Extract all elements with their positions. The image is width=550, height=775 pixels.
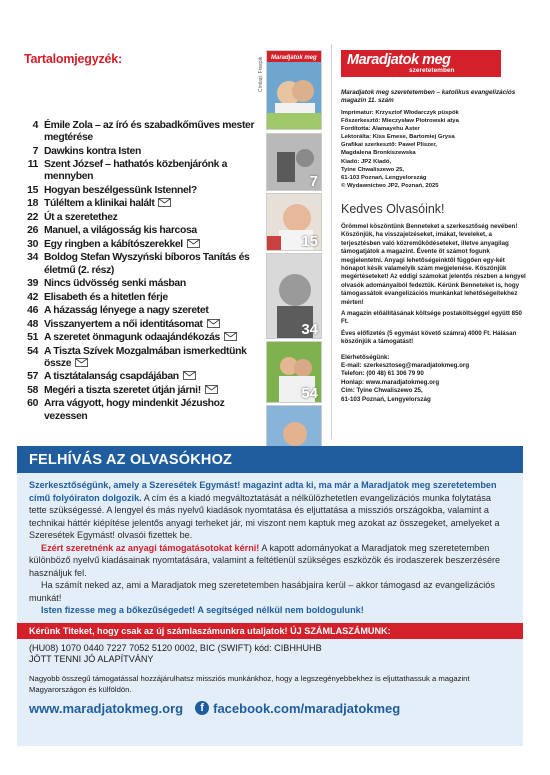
appeal-heading: FELHÍVÁS AZ OLVASÓKHOZ (17, 446, 523, 473)
toc-page-number: 51 (27, 332, 38, 344)
column-divider (331, 44, 332, 439)
toc-item[interactable] (24, 319, 264, 331)
toc-page-number: 46 (27, 305, 38, 317)
thumbnail-page-54[interactable] (266, 341, 322, 403)
svg-text:Maradjatok meg: Maradjatok meg (271, 55, 317, 61)
toc-page-number: 30 (27, 238, 38, 250)
toc-item-title: Hogyan beszélgessünk Istennel? (44, 184, 197, 196)
thumbnail-page-number: 15 (301, 233, 318, 250)
appeal-paragraph-3: Ha számít neked az, ami a Maradjatok meg szeretetemben hasábjaira kerül – akkor támogasd az evangelizációs munkát! (29, 580, 495, 603)
toc-item[interactable] (24, 332, 264, 344)
toc-item[interactable] (24, 225, 264, 237)
envelope-icon (183, 371, 196, 380)
contact-line: Honlap: www.maradjatokmeg.org (341, 378, 440, 386)
footer-links (17, 695, 523, 716)
contact-block (341, 354, 527, 404)
contact-line: 61-103 Poznań, Lengyelország (341, 395, 431, 403)
toc-item-title: Dawkins kontra Isten (44, 145, 141, 157)
toc-item-title: Visszanyertem a női identitásomat (44, 319, 264, 331)
toc-page-number: 39 (27, 278, 38, 290)
toc-item-title: A tisztátalanság csapdájában (44, 371, 264, 383)
toc-item-title: A házasság lényege a nagy szeretet (44, 305, 209, 317)
thumbnail-page-34[interactable] (266, 253, 322, 339)
subscription-text: Éves előfizetés (5 egymást követő számra) 4000 Ft. Hálásan köszönjük a támogatást! (341, 329, 517, 346)
envelope-icon (75, 358, 88, 367)
account-bar: Kérünk Titeket, hogy csak az új számlaszámunkra utaljatok! ÚJ SZÁMLASZÁMUNK: (17, 623, 523, 639)
facebook-icon: f (195, 701, 209, 715)
toc-item-title: Émile Zola – az író és szabadkőműves mester megtérése (44, 120, 255, 144)
thumbnail-page-7[interactable] (266, 133, 322, 191)
imprint-line: © Wydawnictwo JP2, Poznań, 2025 (341, 182, 439, 189)
toc-item-title: Szent József – hathatós közbenjárónk a mennyben (44, 159, 228, 183)
toc-page-number: 11 (27, 159, 38, 171)
imprint-line: Lektorálta: Kiss Emese, Bartomiej Grysa (341, 134, 455, 141)
imprint-line: Magdalena Bronkiszewska (341, 150, 416, 157)
greeting-body: Örömmel köszöntünk Benneteket a szerkesztőség nevében! Köszönjük, ha visszajelzéseket, imákat, leveleket, a terjesztésben való közreműködéseteket, illetve anyagilag támogatjátok a magazint. Évente öt számot fogunk megjelentetni. Anyagi lehetőségeinktől függően egy-két hónapot késik valamelyik szám megjelenése. Köszönjük megértéseteket! Az eddigi számokat jelentős részben a lengyel olvasók adományaiból fedeztük. Kérünk Benneteket is, hogy támogassátok evangelizációs munkánkat lehetőségeitekhez mérten! (341, 222, 526, 306)
toc-item[interactable] (24, 292, 264, 304)
imprint-line: Fordította: Alamayehu Aster (341, 126, 420, 133)
magazine-logo: Maradjatok meg szeretetemben (341, 50, 501, 77)
envelope-icon (187, 239, 200, 248)
toc-item[interactable] (24, 198, 264, 210)
toc-item[interactable] (24, 212, 264, 224)
toc-item-title: Elisabeth és a hitetlen férje (44, 291, 168, 303)
website-link[interactable]: www.maradjatokmeg.org (29, 700, 184, 716)
appeal-body (17, 473, 523, 617)
toc-item[interactable] (24, 185, 264, 197)
donation-note: Nagyobb összegű támogatással hozzájárulhatsz missziós munkánkhoz, hogy a legszegényebbekhez is eljuttathassuk a magazint Magyarországon és külföldön. (29, 674, 470, 694)
toc-item-title: Megéri a tiszta szeretet útján járni! (44, 385, 264, 397)
envelope-icon (224, 332, 237, 341)
toc-item-title: Manuel, a világosság kis harcosa (44, 225, 197, 237)
thumbnail-page-number: 54 (301, 385, 318, 402)
toc-page-number: 26 (27, 225, 38, 237)
toc-item[interactable] (24, 371, 264, 383)
appeal-paragraph-1: Szerkesztőségünk, amely a Szeresétek Egymást! magazint adta ki, ma már a Maradjatok meg szeretetemben című folyóiraton dolgozik. A cím és a kiadó megváltoztatását a nélkülözhetetlen evangelizációs munka folytatása tette szükségessé. A lengyel és más nyelvű kiadások nyomtatása és eljuttatása a missziós országokba, valamint a technikai háttér kiépítése jelentős anyagi terheket jár, mi viszont nem kaptuk meg azokat az összegeket, amelyeket a Szeresétek Egymást! olvasói fizettek be. (29, 480, 500, 540)
contact-line: E-mail: szerkesztoseg@maradjatokmeg.org (341, 362, 470, 370)
contact-line: Cím: Tyine Chwaliszewo 25, (341, 387, 423, 395)
table-of-contents (24, 52, 264, 424)
toc-list (24, 120, 264, 423)
toc-page-number: 18 (27, 198, 38, 210)
toc-page-number: 22 (27, 211, 38, 223)
toc-item-title: A szeretet önmagunk odaajándékozás (44, 332, 264, 344)
toc-page-number: 54 (27, 345, 38, 357)
envelope-icon (207, 319, 220, 328)
toc-page-number: 60 (27, 398, 38, 410)
imprint-line: Tyine Chwaliszewo 25, (341, 166, 405, 173)
imprint-line: Kiadó: JP2 Kiadó, (341, 158, 392, 165)
envelope-icon (158, 198, 171, 207)
contact-title: Elérhetőségünk: (341, 353, 390, 361)
toc-item-title: Arra vágyott, hogy mindenkit Jézushoz vezessen (44, 398, 225, 422)
contact-line: Telefon: (00 48) 61 306 79 90 (341, 370, 424, 378)
toc-page-number: 48 (27, 318, 38, 330)
toc-item[interactable] (24, 120, 264, 144)
appeal-paragraph-2: Ezért szeretnénk az anyagi támogatásotokat kérni! A kapott adományokat a Maradjatok meg szeretetemben különböző nyelvű kiadásainak nyomtatására, valamint a feltétlenül szükséges eszközök és irodaszerek beszerzésére használjuk fel. (29, 542, 501, 578)
toc-item-title: Út a szeretethez (44, 211, 118, 223)
toc-item-title: Boldog Stefan Wyszyński bíboros Tanítás és életmű (2. rész) (44, 252, 250, 276)
toc-title: Tartalomjegyzék: (24, 52, 122, 66)
toc-page-number: 57 (27, 371, 38, 383)
imprint-line: Grafikai szerkesztő: Paweł Pliszer, (341, 142, 437, 149)
toc-page-number: 4 (32, 120, 38, 131)
cover-credit: Címlap: Freepik (258, 56, 264, 92)
imprint-line: 61-103 Poznań, Lengyelország (341, 174, 427, 181)
toc-item[interactable] (24, 252, 264, 276)
appeal-paragraph-4: Isten fizesse meg a bőkezűségedet! A segítséged nélkül nem boldogulunk! (41, 605, 364, 615)
toc-item[interactable] (24, 385, 264, 397)
thumbnail-page-number: 34 (301, 321, 318, 338)
toc-item[interactable] (24, 398, 264, 422)
account-number[interactable]: (HU08) 1070 0440 7227 7052 5120 0002, BIC (SWIFT) kód: CIBHHUHB JÖTT TENNI JÓ ALAPÍTVÁNY (29, 642, 322, 665)
thumbnail-page-15[interactable] (266, 193, 322, 251)
toc-item[interactable] (24, 159, 264, 183)
toc-item[interactable] (24, 346, 264, 370)
toc-page-number: 15 (27, 184, 38, 196)
cost-text: A magazin előállításának költsége postaköltséggel együtt 850 Ft. (341, 310, 522, 326)
toc-item[interactable] (24, 305, 264, 317)
cover-thumbnail[interactable] (266, 50, 322, 130)
toc-item-title: Túléltem a klinikai halált (44, 198, 264, 210)
toc-page-number: 58 (27, 384, 38, 396)
toc-page-number: 7 (32, 145, 38, 157)
toc-page-number: 42 (27, 291, 38, 303)
imprint-column (341, 50, 527, 404)
appeal-box (17, 446, 523, 746)
envelope-icon (205, 385, 218, 394)
imprint-line: Főszerkesztő: Mieczysław Piotrowski atya (341, 118, 459, 125)
thumbnail-page-number: 7 (309, 173, 318, 190)
greeting-heading: Kedves Olvasóink! (341, 201, 445, 216)
toc-item-title: Egy ringben a kábítószerekkel (44, 239, 264, 251)
magazine-description: Maradjatok meg szeretetemben – katolikus evangelizációs magazin 11. szám (341, 89, 516, 104)
toc-item-title: Nincs üdvösség senki másban (44, 278, 186, 290)
toc-item[interactable] (24, 239, 264, 251)
toc-item[interactable] (24, 278, 264, 290)
imprint-lines (341, 109, 527, 190)
facebook-link[interactable]: f facebook.com/maradjatokmeg (195, 701, 400, 716)
contact-lines (341, 362, 527, 404)
toc-page-number: 34 (27, 252, 38, 264)
toc-item[interactable] (24, 146, 264, 158)
imprint-line: Imprimatur: Krzysztof Włodarczyk püspök (341, 110, 459, 116)
toc-item-title: A Tiszta Szívek Mozgalmában ismerkedtünk össze (44, 345, 247, 369)
